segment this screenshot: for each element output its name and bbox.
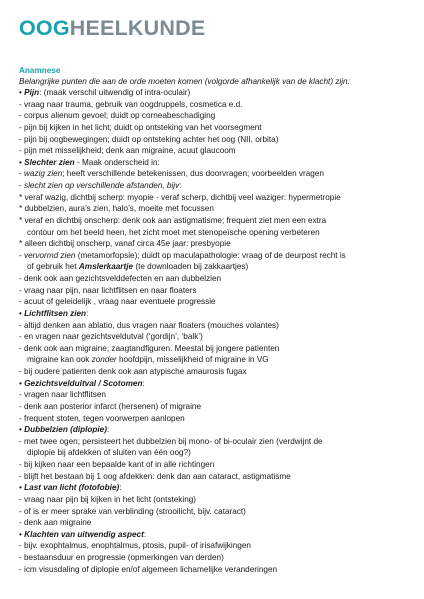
list-item-emphasis [24, 158, 75, 167]
list-item [19, 471, 410, 483]
list-item-emphasis [24, 483, 122, 493]
list-item-emphasis: Gezichtsvelduitval / Scotomen [24, 378, 143, 388]
list-item [19, 401, 410, 413]
list-item-text: • [19, 425, 25, 435]
list-item-text: contour om het beeld heen, het zicht moet met stenopeïsche opening verbeteren [27, 227, 320, 237]
list-item [19, 168, 410, 180]
list-item-text: diplopie bij afdekken of sluiten van één oog?) [27, 448, 191, 458]
list-item [19, 459, 410, 471]
list-item-text: • [19, 378, 25, 388]
list-item-emphasis: Lichtflitsen zien [24, 308, 87, 318]
list-item [19, 285, 410, 297]
list-item-text: (te downloaden bij zakkaartjes) [133, 262, 249, 272]
list-item-text: - denk aan migraine [19, 518, 92, 528]
list-item-text: - corpus alienum gevoel; duidt op corneabeschadiging [19, 111, 216, 121]
list-item-text: : (maak verschil uitwendig of intra-oculair) [39, 88, 191, 97]
intro-text: Belangrijke punten die aan de orde moeten komen (volgorde afhankelijk van de klacht) zijn: [19, 77, 350, 86]
list-item [19, 180, 410, 192]
list-item-emphasis: slecht zien op verschillende afstanden, bijv [24, 181, 180, 190]
list-item [19, 320, 410, 332]
list-item-text: : [119, 483, 122, 493]
list-item [19, 343, 410, 355]
list-item [19, 436, 410, 448]
list-item-text: • [19, 483, 25, 493]
list-item-text: - denk ook aan migraine; zaagtandfiguren. Meestal bij jongere patienten [19, 343, 280, 353]
list-item [19, 238, 410, 250]
list-item [19, 227, 410, 239]
list-item-emphasis [24, 378, 145, 388]
list-item [19, 110, 410, 122]
list-item-emphasis [24, 529, 147, 539]
list-item-emphasis: vervormd zien [24, 250, 76, 260]
list-item-text: • [19, 157, 25, 167]
list-item-text: * dubbelzien, aura’s zien, halo’s, moeite met focussen [19, 204, 214, 214]
list-item-text: : [179, 181, 182, 190]
list-item [19, 540, 410, 552]
list-item [19, 424, 410, 436]
list-item [19, 366, 410, 378]
list-item-text: - met twee ogen; persisteert het dubbelzien bij mono- of bi-oculair zien (verdwijnt de [19, 436, 323, 446]
list-item [19, 354, 410, 366]
list-item [19, 413, 410, 425]
list-item-emphasis [79, 262, 133, 271]
list-item-text: ; heeft verschillende betekenissen, dus doorvragen; voorbeelden vragen [62, 169, 324, 179]
list-item-text: - pijn bij oogbewegingen; duidt op ontsteking achter het oog (NII, orbita) [19, 134, 279, 144]
list-item-text: - vraag naar pijn, naar lichtflitsen en naar floaters [19, 285, 197, 295]
list-item-text: - of is er meer sprake van verblinding (strooilicht, bijv. cataract) [19, 506, 246, 516]
list-item [19, 517, 410, 529]
list-item [19, 157, 410, 169]
list-item-text: - Maak onderscheid in: [74, 157, 160, 167]
list-item-emphasis [24, 425, 110, 435]
list-item-text: - vraag naar trauma, gebruik van oogdruppels, cosmetica e.d. [19, 99, 243, 109]
list-item-text: of gebruik het [27, 262, 79, 272]
list-item [19, 564, 410, 576]
list-item-text: : [106, 425, 110, 435]
list-item [19, 273, 410, 285]
list-item-emphasis: zonder [91, 355, 117, 365]
list-item [19, 192, 410, 204]
list-item-text: - denk ook aan gezichtsvelddefecten en aan dubbelzien [19, 274, 222, 283]
list-item-text: * alleen dichtbij onscherp, vanaf circa 45e jaar: presbyopie [19, 239, 231, 249]
page-title [19, 16, 410, 40]
list-item-emphasis: Klachten van uitwendig aspect [24, 529, 144, 539]
list-item-text: * veraf wazig, dichtbij scherp: myopie - veraf scherp, dichtbij veel waziger: hypermetropie [19, 192, 341, 202]
list-item [19, 145, 410, 157]
list-item [19, 331, 410, 343]
list-item-emphasis: Dubbelzien (diplopie) [24, 425, 107, 435]
list-item [19, 389, 410, 401]
list-item-text: - frequent stoten, tegen voorwerpen aanlopen [19, 413, 185, 423]
list-item [19, 447, 410, 459]
list-item-text: - blijft het bestaan bij 1 oog afdekken: denk dan aan cataract, astigmatisme [19, 471, 291, 481]
list-item-text: - bij kijken naar een bepaalde kant of in alle richtingen [19, 460, 215, 469]
list-item-text: - pijn bij kijken in het licht; duidt op ontsteking van het voorsegment [19, 122, 262, 132]
list-item-text: migraine kan ook [27, 355, 92, 365]
list-item-text: : [142, 378, 145, 388]
list-item [19, 215, 410, 227]
list-item [19, 296, 410, 308]
list-item-text: (metamorfopsie); duidt op maculapathologie: vraag of de deurpost recht is [75, 250, 346, 260]
list-item-text: - vragen naar lichtflitsen [19, 390, 106, 400]
list-item-emphasis: Amslerkaartje [78, 262, 134, 272]
list-item-emphasis [24, 88, 39, 97]
list-item-text: • [19, 308, 25, 318]
list-item [19, 122, 410, 134]
list-item [19, 552, 410, 564]
list-item-text: : [86, 308, 89, 318]
list-item-text: hoofdpijn, misselijkheid of migraine in VG [116, 355, 269, 365]
list-item-text: - [19, 169, 25, 179]
list-item-text: - [19, 181, 25, 190]
list-item-text: • [19, 88, 25, 97]
list-item [19, 494, 410, 506]
list-item-emphasis [24, 308, 89, 318]
list-item-emphasis: Pijn [24, 88, 40, 97]
list-item-emphasis: Last van licht (fotofobie) [24, 483, 120, 493]
list-item-text: - [19, 250, 25, 260]
list-item-text: - acuut of geleidelijk , vraag naar eventuele progressie [19, 297, 216, 307]
list-item [19, 134, 410, 146]
page-title-light: HEELKUNDE [69, 16, 206, 40]
list-item [19, 261, 410, 273]
section-title: Anamnese [19, 66, 61, 75]
list-item [19, 506, 410, 518]
list-item-text: - icm visusdaling of diplopie en/of algemeen lichamelijke veranderingen [19, 564, 278, 574]
list-item-text: : [143, 529, 147, 539]
list-item [19, 529, 410, 541]
list-item [19, 203, 410, 215]
list-item [19, 378, 410, 390]
list-item-text: • [19, 529, 25, 539]
list-item-emphasis: wazig zien [24, 169, 63, 179]
list-item-text: - bij oudere patienten denk ook aan atypische amaurosis fugax [19, 367, 247, 376]
list-item [19, 482, 410, 494]
list-item-emphasis: Slechter zien [24, 157, 75, 167]
list-item-text: - altijd denken aan ablatio, dus vragen naar floaters (mouches volantes) [19, 320, 279, 330]
page-title-bold: OOG [19, 16, 70, 40]
content-list [19, 87, 410, 575]
list-item-text: - pijn met misselijkheid; denk aan migraine, acuut glaucoom [19, 146, 236, 156]
list-item-text: - denk aan posterior infarct (hersenen) of migraine [19, 401, 202, 411]
list-item [19, 99, 410, 111]
list-item-text: - bestaansduur en progressie (opmerkingen van derden) [19, 553, 224, 562]
list-item-text: - bijv. exophtalmus, enophtalmus, ptosis, pupil- of irisafwijkingen [19, 541, 251, 551]
list-item [19, 308, 410, 320]
list-item-text: - vraag naar pijn bij kijken in het licht (ontsteking) [19, 494, 197, 504]
list-item [19, 250, 410, 262]
list-item-text: * veraf en dichtbij onscherp: denk ook aan astigmatisme; frequent ziet men een extra [19, 215, 327, 225]
list-item [19, 87, 410, 99]
list-item-text: - en vragen naar gezichtsveldutval (‘gordijn’, ‘balk’) [19, 332, 203, 342]
